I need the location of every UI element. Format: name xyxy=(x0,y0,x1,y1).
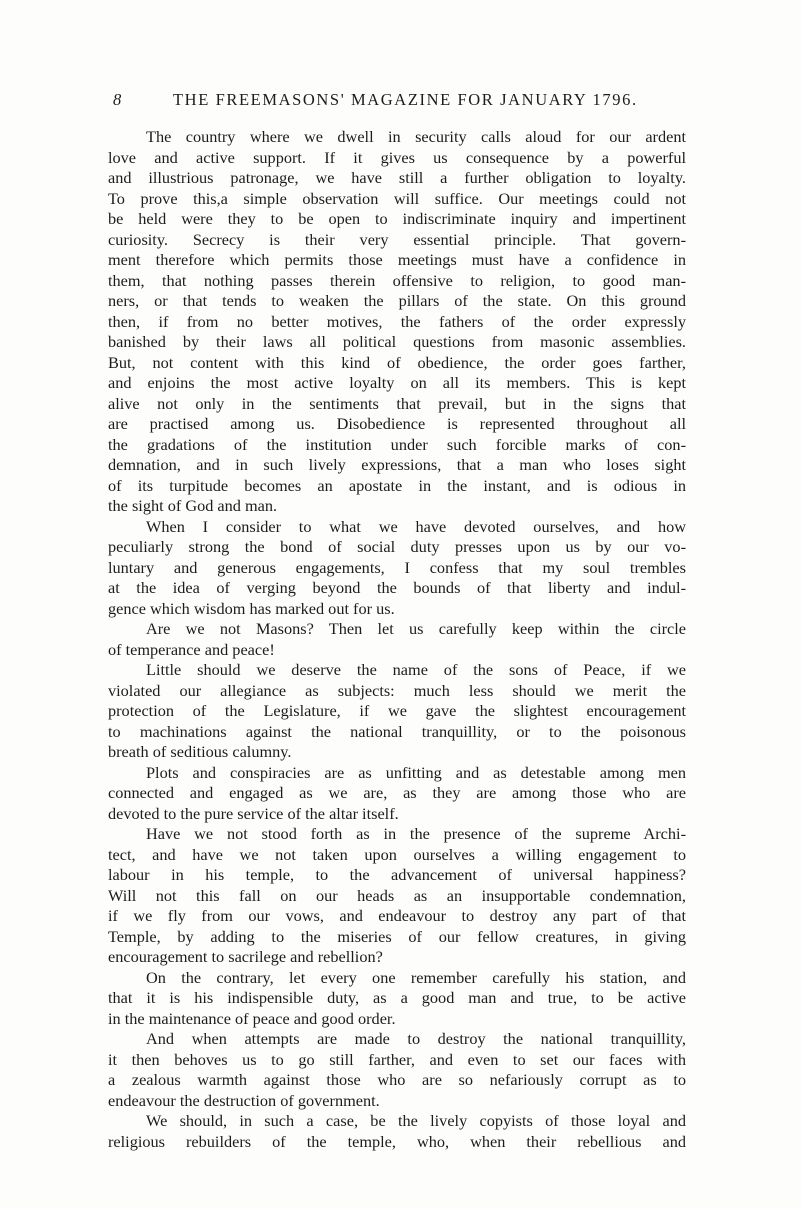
text-line: gence which wisdom has marked out for us. xyxy=(108,598,395,618)
text-line: in the maintenance of peace and good order. xyxy=(108,1008,396,1028)
text-line: be held were they to be open to indiscriminate inquiry and impertinent xyxy=(108,209,686,228)
text-line: to machinations against the national tranquillity, or to the poisonous xyxy=(108,721,686,741)
text-line: of temperance and peace! xyxy=(108,639,275,659)
text-line: ners, or that tends to weaken the pillars of the state. On this ground xyxy=(108,291,686,310)
text-line: breath of seditious calumny. xyxy=(108,742,292,761)
text-line: Plots and conspiracies are as unfitting and as detestable among men xyxy=(146,762,686,782)
text-line: the gradations of the institution under such forcible marks of con- xyxy=(108,434,686,454)
text-line: Temple, by adding to the miseries of our fellow creatures, in giving xyxy=(108,926,686,946)
text-line: We should, in such a case, be the lively copyists of those loyal and xyxy=(146,1111,686,1130)
text-line: devoted to the pure service of the altar itself. xyxy=(108,803,399,823)
text-line: violated our allegiance as subjects: much less should we merit the xyxy=(108,680,686,700)
text-line: are practised among us. Disobedience is represented throughout all xyxy=(108,414,686,433)
text-line: the sight of God and man. xyxy=(108,496,278,515)
text-line: demnation, and in such lively expressions, that a man who loses sight xyxy=(108,455,686,474)
text-line: And when attempts are made to destroy the national tranquillity, xyxy=(146,1029,686,1048)
running-title: THE FREEMASONS' MAGAZINE FOR JANUARY 1796. xyxy=(173,90,638,109)
text-line: that it is his indispensible duty, as a good man and true, to be active xyxy=(108,988,686,1007)
text-line: alive not only in the sentiments that prevail, but in the signs that xyxy=(108,393,686,413)
text-line: Little should we deserve the name of the sons of Peace, if we xyxy=(146,660,686,679)
text-line: and illustrious patronage, we have still a further obligation to loyalty. xyxy=(108,168,686,187)
text-line: encouragement to sacrilege and rebellion? xyxy=(108,947,383,966)
text-line: at the idea of verging beyond the bounds of that liberty and indul- xyxy=(108,578,686,597)
page-number: 8 xyxy=(113,90,123,109)
text-line: then, if from no better motives, the fathers of the order expressly xyxy=(108,311,686,331)
text-line: them, that nothing passes therein offensive to religion, to good man- xyxy=(108,270,686,290)
text-line: and enjoins the most active loyalty on all its members. This is kept xyxy=(108,373,686,392)
text-line: When I consider to what we have devoted ourselves, and how xyxy=(146,516,686,536)
text-line: On the contrary, let every one remember carefully his station, and xyxy=(146,967,686,987)
text-line: endeavour the destruction of government. xyxy=(108,1090,380,1110)
text-line: of its turpitude becomes an apostate in the instant, and is odious in xyxy=(108,475,686,495)
text-line: luntary and generous engagements, I confess that my soul trembles xyxy=(108,557,686,577)
text-line: The country where we dwell in security calls aloud for our ardent xyxy=(146,127,686,146)
running-header xyxy=(113,88,693,112)
text-line: it then behoves us to go still farther, and even to set our faces with xyxy=(108,1049,686,1069)
text-line: religious rebuilders of the temple, who, when their rebellious and xyxy=(108,1131,686,1151)
text-line: banished by their laws all political questions from masonic assemblies. xyxy=(108,332,686,351)
text-line: Are we not Masons? Then let us carefully keep within the circle xyxy=(146,619,686,638)
text-line: love and active support. If it gives us consequence by a powerful xyxy=(108,147,686,167)
text-line: But, not content with this kind of obedience, the order goes farther, xyxy=(108,352,686,372)
text-line: protection of the Legislature, if we gave the slightest encouragement xyxy=(108,701,686,720)
text-line: tect, and have we not taken upon ourselves a willing engagement to xyxy=(108,844,686,864)
text-line: if we fly from our vows, and endeavour to destroy any part of that xyxy=(108,906,686,925)
text-line: peculiarly strong the bond of social duty presses upon us by our vo- xyxy=(108,537,686,556)
text-line: labour in his temple, to the advancement of universal happiness? xyxy=(108,865,686,884)
article-body xyxy=(108,127,686,1152)
text-line: a zealous warmth against those who are so nefariously corrupt as to xyxy=(108,1070,686,1089)
text-line: Have we not stood forth as in the presence of the supreme Archi- xyxy=(146,824,686,843)
text-line: To prove this,a simple observation will suffice. Our meetings could not xyxy=(108,188,686,208)
text-line: Will not this fall on our heads as an insupportable condemnation, xyxy=(108,885,686,905)
text-line: ment therefore which permits those meetings must have a confidence in xyxy=(108,250,686,269)
text-line: curiosity. Secrecy is their very essential principle. That govern- xyxy=(108,229,686,249)
text-line: connected and engaged as we are, as they are among those who are xyxy=(108,783,686,802)
